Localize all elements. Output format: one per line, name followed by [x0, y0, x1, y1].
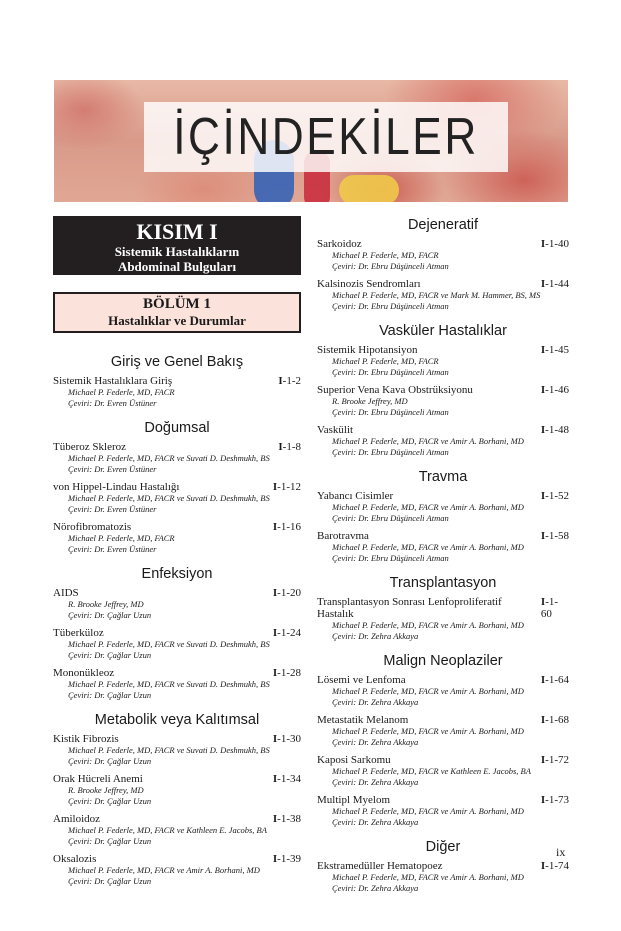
toc-entry-translator: Çeviri: Dr. Zehra Akkaya [332, 737, 419, 747]
toc-entry-author: Michael P. Federle, MD, FACR ve Amir A. Borhani, MD [332, 502, 524, 512]
toc-entry[interactable] [317, 860, 569, 894]
toc-entry-translator: Çeviri: Dr. Evren Üstüner [68, 398, 157, 408]
toc-entry-page[interactable]: I-1-48 [540, 424, 569, 436]
toc-entry-title[interactable]: Tüberküloz [53, 627, 104, 639]
toc-right-list [317, 216, 569, 894]
toc-entry-title[interactable]: Sistemik Hastalıklara Giriş [53, 375, 173, 387]
toc-entry-author: R. Brooke Jeffrey, MD [68, 785, 144, 795]
toc-entry-translator: Çeviri: Dr. Çağlar Uzun [68, 610, 152, 620]
toc-entry[interactable] [53, 773, 301, 807]
toc-entry[interactable] [317, 794, 569, 828]
toc-entry-page[interactable]: I-1-58 [540, 530, 569, 542]
toc-entry-row [53, 375, 301, 387]
toc-entry-page[interactable]: I-1-24 [272, 627, 301, 639]
toc-entry-author: Michael P. Federle, MD, FACR [68, 533, 175, 543]
section-heading: Transplantasyon [389, 575, 497, 591]
toc-entry-page[interactable]: I-1-72 [540, 754, 569, 766]
section-heading: Malign Neoplaziler [383, 653, 503, 669]
toc-entry-title[interactable]: Kistik Fibrozis [53, 733, 119, 745]
toc-entry-title[interactable]: Multipl Myelom [317, 794, 391, 806]
toc-entry-page-part: I [540, 278, 546, 290]
toc-entry-page-part: I [540, 596, 546, 608]
toc-entry-page[interactable]: I-1-60 [540, 596, 559, 620]
toc-entry-translator: Çeviri: Dr. Çağlar Uzun [68, 650, 152, 660]
toc-entry-title[interactable]: Transplantasyon Sonrası Lenfoproliferatif Hastalık [317, 596, 502, 620]
toc-entry-translator: Çeviri: Dr. Evren Üstüner [68, 544, 157, 554]
toc-entry[interactable] [317, 344, 569, 378]
toc-entry-author: Michael P. Federle, MD, FACR ve Amir A. Borhani, MD [332, 542, 524, 552]
toc-entry-author: Michael P. Federle, MD, FACR ve Amir A. Borhani, MD [332, 872, 524, 882]
banner-illustration-tissue [339, 175, 399, 202]
part-subtitle-line2: Abdominal Bulguları [117, 259, 237, 274]
toc-right-column [317, 216, 569, 900]
toc-entry-page-part: I [272, 521, 278, 533]
toc-entry-title[interactable]: Vaskülit [317, 424, 354, 436]
toc-entry-row [53, 441, 301, 453]
chapter-subtitle: Hastalıklar ve Durumlar [108, 313, 246, 328]
toc-entry-translator: Çeviri: Dr. Çağlar Uzun [68, 756, 152, 766]
header-banner [54, 80, 568, 202]
toc-entry[interactable] [53, 667, 301, 701]
toc-entry-translator: Çeviri: Dr. Evren Üstüner [68, 504, 157, 514]
toc-entry-author: Michael P. Federle, MD, FACR ve Suvati D. Deshmukh, BS [68, 679, 270, 689]
toc-entry-title[interactable]: Yabancı Cisimler [317, 490, 394, 502]
toc-entry-title[interactable]: Mononükleoz [53, 667, 115, 679]
toc-entry-row [317, 794, 569, 806]
toc-entry[interactable] [317, 674, 569, 708]
toc-entry-translator: Çeviri: Dr. Zehra Akkaya [332, 631, 419, 641]
toc-entry-translator: Çeviri: Dr. Çağlar Uzun [68, 836, 152, 846]
toc-entry-row [317, 344, 569, 356]
toc-entry[interactable] [317, 714, 569, 748]
toc-entry-page-part: I [540, 384, 546, 396]
section-heading: Diğer [425, 839, 461, 855]
toc-entry-row [317, 384, 569, 396]
toc-entry-title[interactable]: Superior Vena Kava Obstrüksiyonu [317, 384, 473, 396]
toc-entry[interactable] [53, 481, 301, 515]
toc-entry[interactable] [53, 521, 301, 555]
toc-entry[interactable] [317, 530, 569, 564]
toc-entry-row [317, 278, 569, 290]
toc-entry-title[interactable]: Sarkoidoz [317, 238, 362, 250]
toc-entry-author: Michael P. Federle, MD, FACR [68, 387, 175, 397]
toc-left-column [53, 216, 301, 893]
toc-entry-translator: Çeviri: Dr. Çağlar Uzun [68, 876, 152, 886]
toc-entry-row [317, 490, 569, 502]
toc-entry-page[interactable]: I-1-8 [278, 441, 301, 453]
toc-entry-row [53, 773, 301, 785]
toc-entry-author: Michael P. Federle, MD, FACR ve Amir A. Borhani, MD [68, 865, 260, 875]
toc-entry-page[interactable]: I-1-45 [540, 344, 569, 356]
toc-entry-page-part: I [540, 674, 546, 686]
toc-entry-page[interactable]: I-1-2 [278, 375, 301, 387]
toc-entry-translator: Çeviri: Dr. Zehra Akkaya [332, 883, 419, 893]
toc-entry-page-part: I [278, 441, 283, 453]
toc-entry-page[interactable]: I-1-20 [272, 587, 301, 599]
toc-entry-author: Michael P. Federle, MD, FACR ve Suvati D. Deshmukh, BS [68, 639, 270, 649]
toc-entry-page-part: I [272, 481, 278, 493]
toc-entry-title[interactable]: Lösemi ve Lenfoma [317, 674, 406, 686]
toc-entry-title[interactable]: Sistemik Hipotansiyon [317, 344, 418, 356]
toc-entry-author: Michael P. Federle, MD, FACR [332, 250, 439, 260]
section-heading: Enfeksiyon [141, 566, 213, 582]
chapter-header [53, 292, 301, 333]
toc-entry-title[interactable]: Ekstramedüller Hematopoez [317, 860, 443, 872]
toc-entry-page[interactable]: I-1-73 [540, 794, 569, 806]
toc-entry-row [317, 674, 569, 686]
toc-entry-author: Michael P. Federle, MD, FACR ve Amir A. Borhani, MD [332, 620, 524, 630]
toc-entry-page[interactable]: I-1-34 [272, 773, 301, 785]
toc-entry-row [53, 853, 301, 865]
toc-entry-page[interactable]: I-1-30 [272, 733, 301, 745]
toc-entry[interactable] [53, 587, 301, 621]
toc-entry-page[interactable]: I-1-68 [540, 714, 569, 726]
toc-entry[interactable] [317, 424, 569, 458]
toc-entry-page-part: I [272, 587, 278, 599]
section-heading: Metabolik veya Kalıtımsal [94, 712, 260, 728]
toc-entry-title[interactable]: Amiloidoz [53, 813, 101, 825]
toc-entry-row [317, 860, 569, 872]
toc-entry-page-part: I [540, 754, 546, 766]
toc-entry-title[interactable]: Tüberoz Skleroz [53, 441, 126, 453]
toc-entry[interactable] [317, 384, 569, 418]
toc-entry-row [53, 627, 301, 639]
toc-entry-title[interactable]: Metastatik Melanom [317, 714, 409, 726]
toc-entry-row [53, 481, 301, 493]
toc-entry-row [317, 596, 569, 620]
toc-entry-page-part: I [540, 424, 546, 436]
toc-entry-translator: Çeviri: Dr. Ebru Düşünceli Atman [332, 407, 449, 417]
chapter-title: BÖLÜM 1 [143, 296, 211, 312]
toc-entry-title[interactable]: AIDS [53, 587, 79, 599]
toc-entry-page[interactable]: I-1-52 [540, 490, 569, 502]
toc-entry-author: R. Brooke Jeffrey, MD [332, 396, 408, 406]
toc-entry-author: Michael P. Federle, MD, FACR ve Suvati D. Deshmukh, BS [68, 745, 270, 755]
toc-entry-row [317, 714, 569, 726]
toc-entry-row [317, 424, 569, 436]
toc-entry-translator: Çeviri: Dr. Ebru Düşünceli Atman [332, 553, 449, 563]
toc-entry-page-part: I [272, 667, 278, 679]
toc-entry-author: Michael P. Federle, MD, FACR ve Kathleen E. Jacobs, BA [68, 825, 267, 835]
toc-entry-author: Michael P. Federle, MD, FACR ve Amir A. Borhani, MD [332, 726, 524, 736]
toc-entry-row [317, 530, 569, 542]
toc-entry[interactable] [317, 278, 569, 312]
toc-entry[interactable] [317, 238, 569, 272]
toc-entry-translator: Çeviri: Dr. Zehra Akkaya [332, 777, 419, 787]
toc-entry-author: Michael P. Federle, MD, FACR [332, 356, 439, 366]
toc-entry-title[interactable]: Barotravma [317, 530, 369, 542]
toc-left-list [53, 353, 301, 887]
toc-entry[interactable] [53, 813, 301, 847]
toc-entry-page-part: I [540, 794, 546, 806]
section-heading: Travma [418, 469, 468, 485]
toc-entry[interactable] [53, 375, 301, 409]
toc-entry-page-part: I [540, 490, 546, 502]
toc-entry[interactable] [53, 441, 301, 475]
toc-entry-page-part: I [540, 860, 546, 872]
toc-entry-title[interactable]: von Hippel-Lindau Hastalığı [53, 481, 180, 493]
toc-entry-title[interactable]: Kaposi Sarkomu [317, 754, 391, 766]
page-title: İÇİNDEKİLER [173, 108, 479, 166]
toc-entry-page[interactable]: I-1-74 [540, 860, 569, 872]
toc-entry-row [53, 733, 301, 745]
toc-entry[interactable] [317, 490, 569, 524]
toc-entry-translator: Çeviri: Dr. Zehra Akkaya [332, 697, 419, 707]
toc-entry-row [53, 521, 301, 533]
toc-entry-row [317, 238, 569, 250]
toc-entry-translator: Çeviri: Dr. Çağlar Uzun [68, 690, 152, 700]
page-number: ix [556, 845, 566, 859]
toc-entry[interactable] [53, 627, 301, 661]
section-heading: Dejeneratif [407, 217, 479, 233]
toc-entry-page[interactable]: I-1-64 [540, 674, 569, 686]
toc-entry-translator: Çeviri: Dr. Çağlar Uzun [68, 796, 152, 806]
toc-entry-page-part: I [272, 853, 278, 865]
toc-entry-translator: Çeviri: Dr. Ebru Düşünceli Atman [332, 367, 449, 377]
toc-entry[interactable] [53, 733, 301, 767]
toc-entry-translator: Çeviri: Dr. Ebru Düşünceli Atman [332, 447, 449, 457]
toc-entry-translator: Çeviri: Dr. Ebru Düşünceli Atman [332, 301, 449, 311]
toc-entry[interactable] [317, 596, 569, 642]
toc-entry-row [53, 587, 301, 599]
section-heading: Giriş ve Genel Bakış [110, 354, 244, 370]
toc-entry-page-part: I [540, 530, 546, 542]
part-header [53, 216, 301, 275]
toc-entry-page-part: I [540, 344, 546, 356]
toc-entry-title[interactable]: Orak Hücreli Anemi [53, 773, 143, 785]
toc-entry-page[interactable]: I-1-46 [540, 384, 569, 396]
toc-entry-page-part: I [272, 627, 278, 639]
part-title: KISIM I [136, 219, 218, 244]
toc-entry-page-part: I [272, 773, 278, 785]
toc-entry-row [53, 667, 301, 679]
toc-entry-author: Michael P. Federle, MD, FACR ve Amir A. Borhani, MD [332, 686, 524, 696]
toc-entry[interactable] [53, 853, 301, 887]
toc-entry[interactable] [317, 754, 569, 788]
toc-entry-page[interactable]: I-1-38 [272, 813, 301, 825]
toc-entry-title[interactable]: Nörofibromatozis [53, 521, 132, 533]
toc-entry-page[interactable]: I-1-12 [272, 481, 301, 493]
toc-entry-author: Michael P. Federle, MD, FACR ve Suvati D. Deshmukh, BS [68, 453, 270, 463]
toc-entry-row [53, 813, 301, 825]
toc-entry-page[interactable]: I-1-44 [540, 278, 569, 290]
toc-entry-translator: Çeviri: Dr. Ebru Düşünceli Atman [332, 261, 449, 271]
toc-entry-translator: Çeviri: Dr. Zehra Akkaya [332, 817, 419, 827]
toc-entry-page[interactable]: I-1-40 [540, 238, 569, 250]
toc-entry-page[interactable]: I-1-28 [272, 667, 301, 679]
toc-entry-row [317, 754, 569, 766]
toc-entry-page-part: I [272, 733, 278, 745]
section-heading: Doğumsal [144, 420, 210, 436]
toc-entry-translator: Çeviri: Dr. Ebru Düşünceli Atman [332, 513, 449, 523]
toc-entry-author: Michael P. Federle, MD, FACR ve Suvati D. Deshmukh, BS [68, 493, 270, 503]
toc-entry-title[interactable]: Kalsinozis Sendromları [317, 278, 421, 290]
toc-entry-author: R. Brooke Jeffrey, MD [68, 599, 144, 609]
toc-entry-author: Michael P. Federle, MD, FACR ve Kathleen E. Jacobs, BA [332, 766, 531, 776]
toc-entry-author: Michael P. Federle, MD, FACR ve Mark M. Hammer, BS, MS [332, 290, 541, 300]
toc-entry-page[interactable]: I-1-16 [272, 521, 301, 533]
toc-entry-author: Michael P. Federle, MD, FACR ve Amir A. Borhani, MD [332, 436, 524, 446]
toc-entry-title[interactable]: Oksalozis [53, 853, 97, 865]
toc-entry-page-part: I [272, 813, 278, 825]
toc-entry-translator: Çeviri: Dr. Evren Üstüner [68, 464, 157, 474]
toc-entry-page-part: I [278, 375, 283, 387]
toc-entry-page-part: I [540, 238, 546, 250]
toc-entry-page[interactable]: I-1-39 [272, 853, 301, 865]
part-subtitle-line1: Sistemik Hastalıkların [114, 244, 240, 259]
toc-entry-author: Michael P. Federle, MD, FACR ve Amir A. Borhani, MD [332, 806, 524, 816]
toc-entry-page-part: I [540, 714, 546, 726]
section-heading: Vasküler Hastalıklar [379, 323, 507, 339]
